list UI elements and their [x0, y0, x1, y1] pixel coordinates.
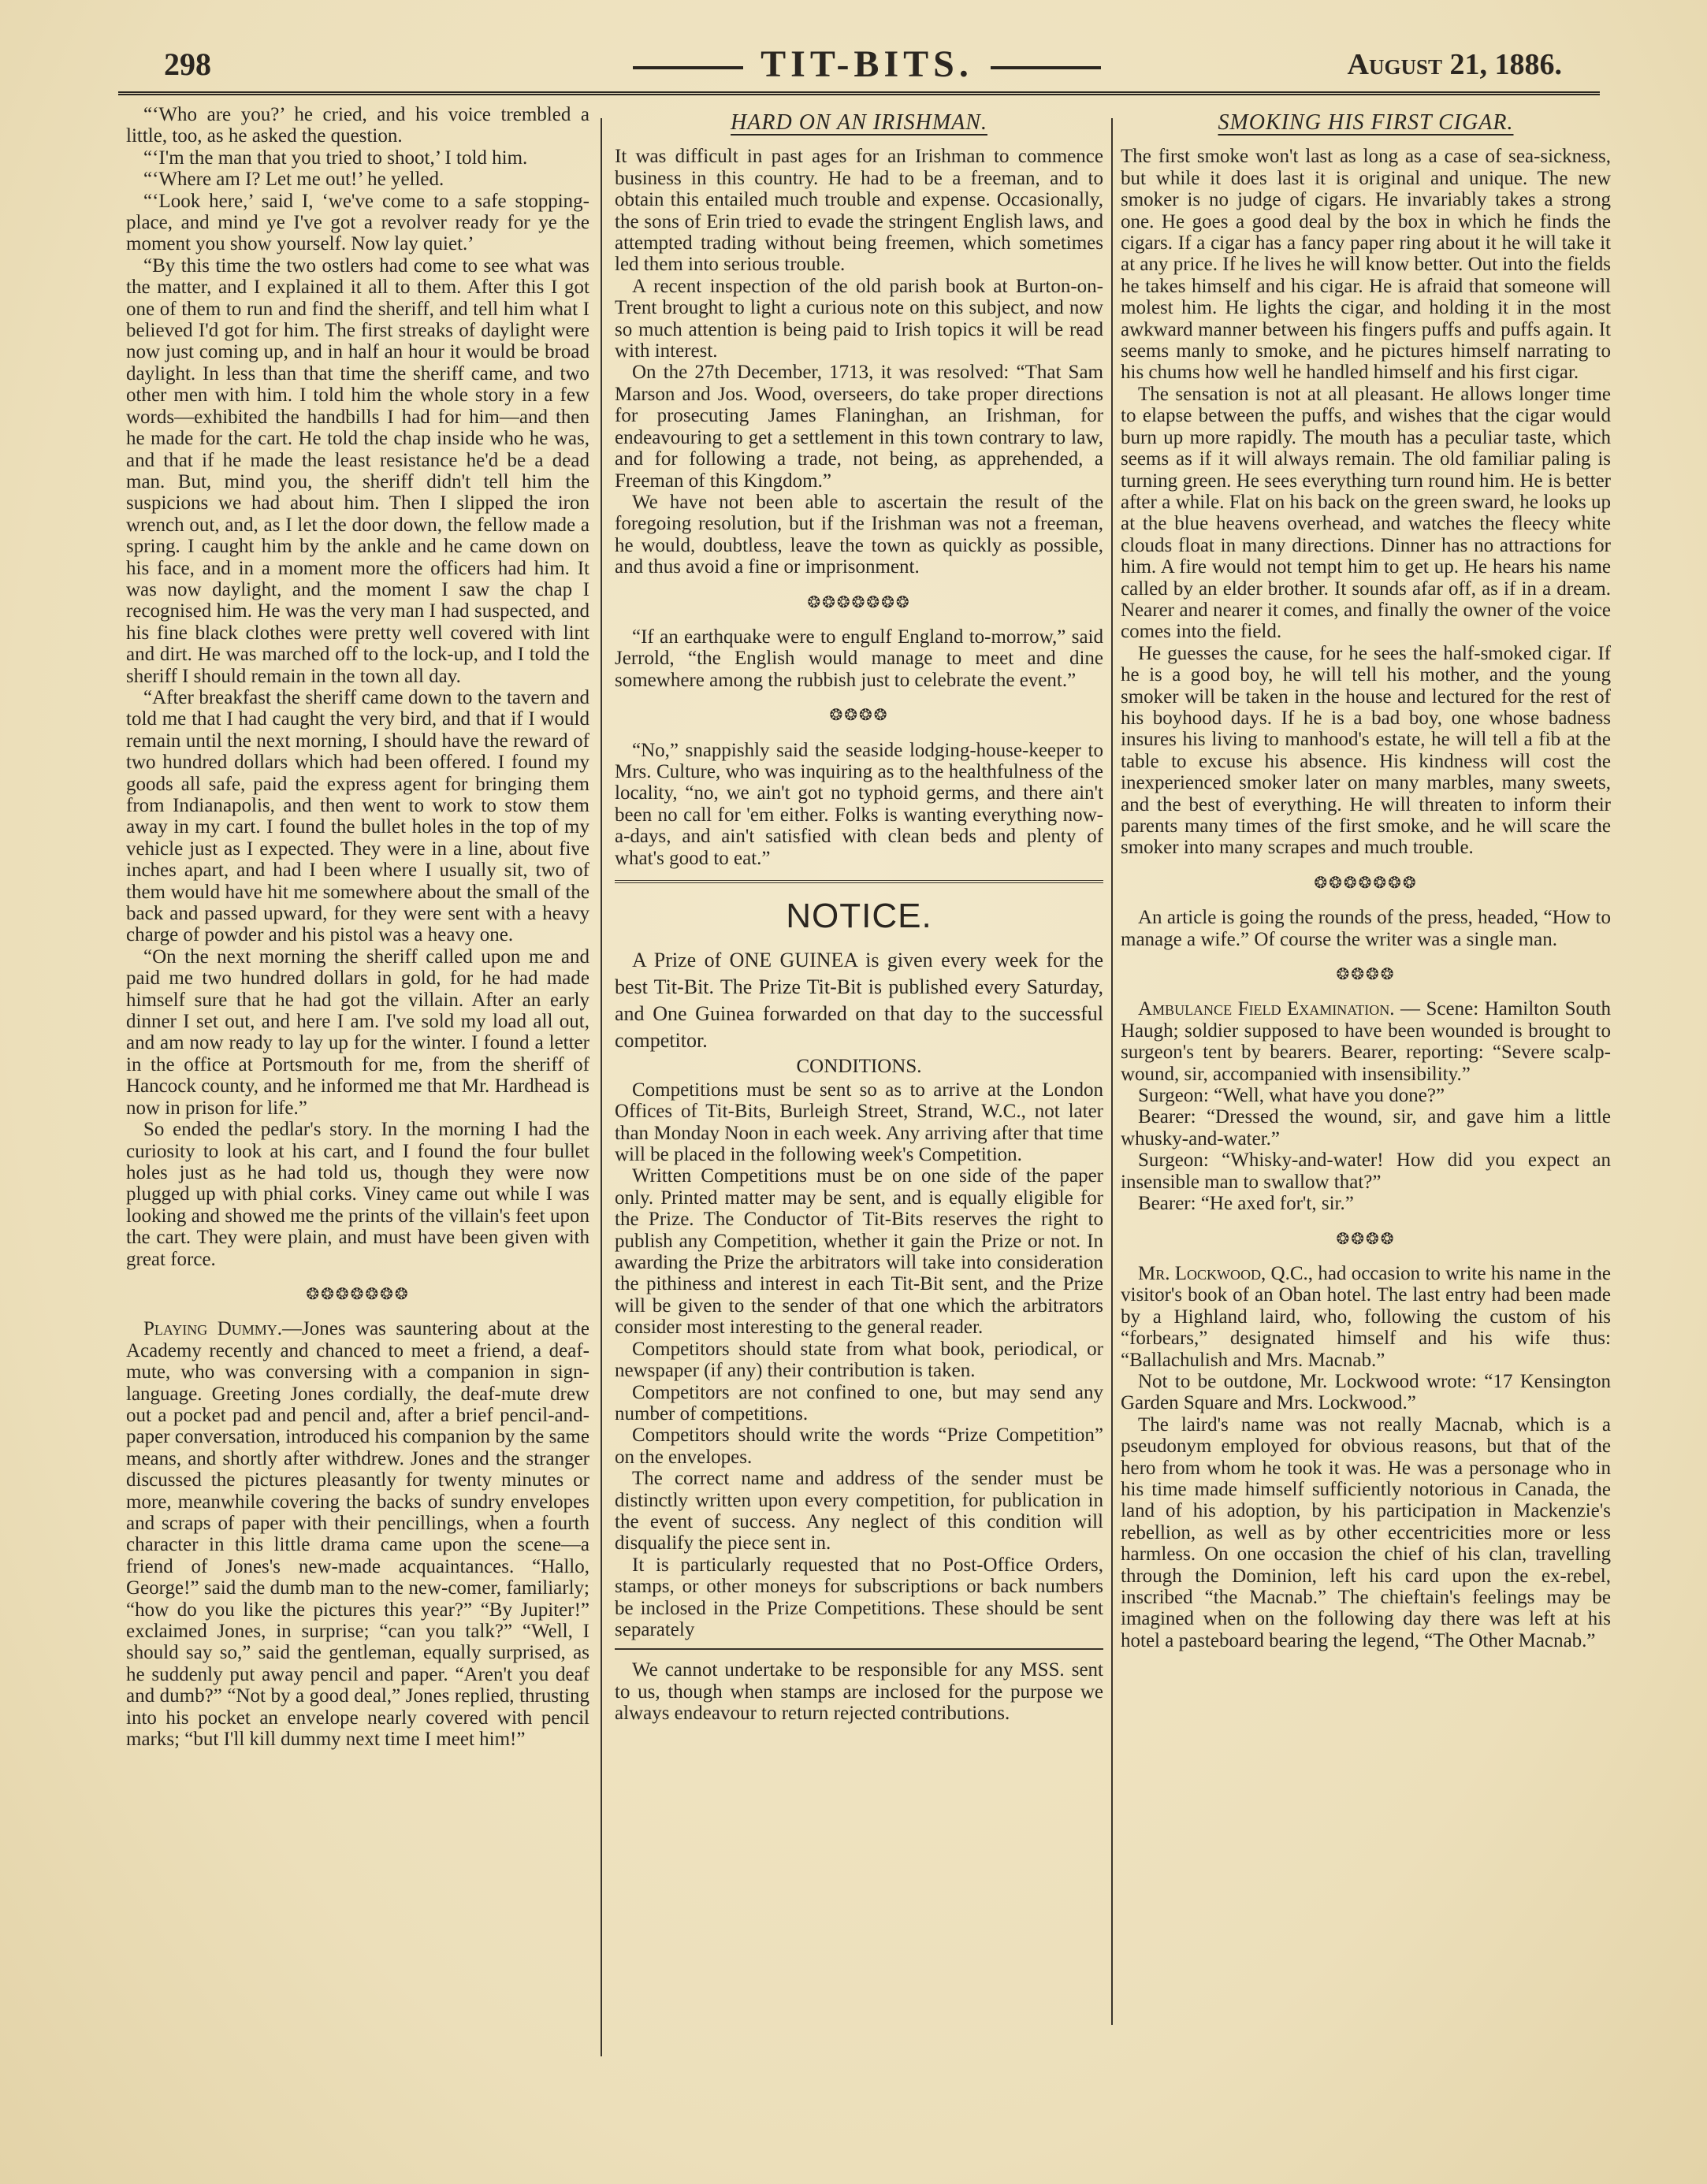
page-header	[150, 41, 1584, 96]
masthead-rule-right	[991, 66, 1101, 69]
column-3	[1121, 104, 1611, 2058]
prize-announcement: A Prize of ONE GUINEA is given every week for the best Tit-Bit. The Prize Tit-Bit is published every Saturday, and One Guinea forwarded on that day to the successful competitor.	[615, 949, 1103, 1053]
item-lead: Ambulance Field Examination.	[1138, 998, 1395, 1020]
paragraph: The sensation is not at all pleasant. He allows longer time to elapse between the puffs, and wishes that the cigar would burn up more rapidly. The mouth has a peculiar taste, which seems as if it will always remain. The old familiar paling is turning green. He sees everything turn round him. He is better after a while. Flat on his back on the green sward, he looks up at the blue heavens overhead, and watches the fleecy white clouds float in many directions. Dinner has no attractions for him. A fire would not tempt him to get up. He hears his name called by an elder brother. It sounds afar off, as if in a dream. Nearer and nearer it comes, and finally the owner of the voice comes into the field.	[1121, 383, 1611, 643]
condition: Competitions must be sent so as to arrive at the London Offices of Tit-Bits, Burleigh Street, Strand, W.C., not later than Monday Noon in each week. Any arriving after that time will be placed in the following week's Competition.	[615, 1079, 1103, 1166]
paragraph: “On the next morning the sheriff called upon me and paid me two hundred dollars in gold, for he had made himself sure that he had got the villain. After an early dinner I set out, and here I am. I've sold my load all out, and am now ready to lay up for the winter. I found a letter in the office at Portsmouth for me, from the sheriff of Hancock county, and he informed me that Mr. Hardhead is now in prison for life.”	[126, 945, 589, 1119]
paragraph: On the 27th December, 1713, it was resolved: “That Sam Marson and Jos. Wood, overseers, do take proper directions for prosecuting James Flaninghan, an Irishman, for endeavouring to get a settlement in this town contrary to law, and for following a trade, not being, as apprehended, a Freeman of this Kingdom.”	[615, 362, 1103, 492]
paragraph: An article is going the rounds of the press, headed, “How to manage a wife.” Of course the writer was a single man.	[1121, 907, 1611, 950]
paragraph	[1121, 998, 1611, 1085]
section-ornament: ❂❂❂❂	[829, 707, 889, 725]
paragraph: “If an earthquake were to engulf England to-morrow,” said Jerrold, “the English would manage to meet and dine somewhere among the rubbish just to celebrate the event.”	[615, 626, 1103, 691]
column-divider-1	[601, 118, 602, 2056]
paragraph: Bearer: “Dressed the wound, sir, and gave him a little whusky-and-water.”	[1121, 1106, 1611, 1150]
section-ornament: ❂❂❂❂	[1336, 1230, 1396, 1248]
section-rule	[615, 880, 1103, 883]
masthead-rule-left	[633, 66, 743, 69]
issue-date: August 21, 1886.	[1347, 48, 1562, 81]
header-rule	[118, 91, 1600, 95]
disclaimer: We cannot undertake to be responsible for any MSS. sent to us, though when stamps are inclosed for the purpose we always endeavour to return rejected contributions.	[615, 1659, 1103, 1725]
item-body: had occasion to write his name in the visitor's book of an Oban hotel. The last entry had been made by a Highland laird, who, following the custom of his “forbears,” designated himself and his wife thus: “Ballachulish and Mrs. Macnab.”	[1121, 1262, 1611, 1371]
paragraph: Surgeon: “Whisky-and-water! How did you expect an insensible man to swallow that?”	[1121, 1150, 1611, 1193]
paragraph: The laird's name was not really Macnab, which is a pseudonym employed for obvious reasons, but that of the hero from whom he took it was. He was a personage who in his time made himself sufficiently notorious in Canada, the land of his adoption, by his participation in Mackenzie's rebellion, as well as by other eccentricities more or less harmless. On one occasion the chief of his clan, travelling through the Dominion, left his card upon the ex-rebel, inscribed “the Macnab.” The chieftain's feelings may be imagined when on the following day there was left at his hotel a pasteboard bearing the legend, “The Other Macnab.”	[1121, 1413, 1611, 1651]
section-ornament: ❂❂❂❂	[1336, 966, 1396, 984]
condition: The correct name and address of the sender must be distinctly written upon every competition, for publication in the event of success. Any neglect of this condition will disqualify the piece sent in.	[615, 1468, 1103, 1554]
column-divider-2	[1111, 118, 1113, 2025]
item-body: —Jones was sauntering about at the Academy recently and chanced to meet a friend, a deaf-mute, who was conversing with a companion in sign-language. Greeting Jones cordially, the deaf-mute drew out a pocket pad and pencil and, after a brief pencil-and-paper conversation, introduced his companion by the same means, and shortly after withdrew. Jones and the stranger discussed the pictures pleasantly for twenty minutes or more, meanwhile covering the backs of sundry envelopes and scraps of paper with their pencillings, when a fourth character in this little drama came upon the scene—a friend of Jones's new-made acquaintances. “Hallo, George!” said the dumb man to the new-comer, familiarly; “how do you like the pictures this year?” “By Jupiter!” exclaimed Jones, in surprise; “can you talk?” “Well, I should say so,” said the gentleman, equally surprised, as he suddenly put away pencil and paper. “Aren't you deaf and dumb?” “Not by a good deal,” Jones replied, thrusting into his pocket an envelope nearly covered with pencil marks; “but I'll kill dummy next time I meet him!”	[126, 1318, 589, 1751]
condition: Written Competitions must be on one side of the paper only. Printed matter may be sent, and is equally eligible for the Prize. The Conductor of Tit-Bits reserves the right to publish any Competition, whether it gain the Prize or not. In awarding the Prize the arbitrators will take into consideration the pithiness and interest in each Tit-Bit sent, and the Prize will be given to the sender of that one which the arbitrators consider most interesting to the general reader.	[615, 1165, 1103, 1339]
condition: Competitors should write the words “Prize Competition” on the envelopes.	[615, 1424, 1103, 1468]
item-lead: Mr. Lockwood, Q.C.,	[1138, 1262, 1314, 1284]
column-1	[126, 104, 589, 2058]
paragraph	[1121, 1263, 1611, 1371]
paragraph: “After breakfast the sheriff came down to the tavern and told me that I had caught the very bird, and that if I would remain until the next morning, I should have the reward of two hundred dollars which had been offered. I found my goods all safe, paid the express agent for bringing them from Indianapolis, and then went to work to stow them away in my cart. I found the bullet holes in the top of my vehicle just as I expected. They were in a line, about five inches apart, and had I been where I usually sit, two of them would have hit me somewhere about the small of the back and passed upward, for they were sent with a heavy charge of powder and his pistol was a heavy one.	[126, 686, 589, 946]
paragraph: Surgeon: “Well, what have you done?”	[1138, 1085, 1445, 1107]
column-2	[615, 104, 1103, 2058]
paragraph: Not to be outdone, Mr. Lockwood wrote: “17 Kensington Garden Square and Mrs. Lockwood.”	[1121, 1370, 1611, 1414]
item-body: — Scene: Hamilton South Haugh; soldier supposed to have been wounded is brought to surgeon's tent by bearers. Bearer, reporting: “Severe scalp-wound, sir, accompanied with insensibility.”	[1121, 998, 1611, 1085]
paragraph: It was difficult in past ages for an Irishman to commence business in this country. He had to be a freeman, and to obtain this entailed much trouble and expense. Occasionally, the sons of Erin tried to evade the stringent English laws, and attempted trading without being freemen, which sometimes led them into serious trouble.	[615, 146, 1103, 276]
paragraph	[126, 1318, 589, 1750]
item-lead: Playing Dummy.	[143, 1318, 283, 1340]
section-ornament: ❂❂❂❂❂❂❂	[306, 1285, 410, 1303]
paragraph: Bearer: “He axed for't, sir.”	[1138, 1193, 1354, 1215]
paragraph: The first smoke won't last as long as a case of sea-sickness, but while it does last it is original and unique. The new smoker is no judge of cigars. He invariably takes a strong one. He goes a good deal by the box in which he finds the cigars. If a cigar has a fancy paper ring about it he will take it at any price. If he lives he will know better. Out into the fields he takes himself and his cigar. He is afraid that someone will molest him. He lights the cigar, and holding it in the most awkward manner between his fingers puffs and puffs again. It seems manly to smoke, and he pictures himself narrating to his chums how well he handled himself and his first cigar.	[1121, 146, 1611, 384]
paragraph: He guesses the cause, for he sees the half-smoked cigar. If he is a good boy, he will tell his mother, and the young smoker will be taken in the house and lectured for the rest of his boyhood days. If he is a bad boy, one whose badness insures his living to manhood's estate, he will tell a fib at the table to excuse his absence. His kindness will cost the inexperienced smoker later on many marbles, many sweets, and the best of everything. He will threaten to inform their parents many times of the first smoke, and he will scare the smoker into many scrapes and much trouble.	[1121, 642, 1611, 859]
section-rule	[615, 1648, 1103, 1650]
paragraph: A recent inspection of the old parish book at Burton-on-Trent brought to light a curious note on this subject, and now so much attention is being paid to Irish topics it will be read with interest.	[615, 275, 1103, 362]
article-headline: SMOKING HIS FIRST CIGAR.	[1218, 110, 1514, 135]
condition: Competitors are not confined to one, but may send any number of competitions.	[615, 1381, 1103, 1424]
section-ornament: ❂❂❂❂❂❂❂	[1314, 874, 1418, 892]
masthead-title: TIT-BITS.	[761, 43, 973, 85]
paragraph: “‘Who are you?’ he cried, and his voice trembled a little, too, as he asked the question.	[126, 104, 589, 147]
conditions-title: CONDITIONS.	[796, 1056, 922, 1078]
paragraph: “‘Look here,’ said I, ‘we've come to a safe stopping-place, and mind ye I've got a revolver ready for ye the moment you show yourself. Now lay quiet.’	[126, 190, 589, 255]
paragraph: “By this time the two ostlers had come to see what was the matter, and I explained it all to them. After this I got one of them to run and find the sheriff, and tell him what I believed I'd got for him. The first streaks of daylight were now just coming up, and in half an hour it would be broad daylight. In less than that time the sheriff came, and two other men with him. I told him the whole story in a few words—exhibited the handbills I had for him—and then he made for the cart. He told the chap inside who he was, and that if he made the least resistance he'd be a dead man. But, mind you, the sheriff didn't tell him the suspicions we had about him. Then I slipped the iron wrench out, and, as I let the door down, the fellow made a spring. I caught him by the ankle and he came down on his face, and in a moment more the officers had him. It was now daylight, and the moment I saw the chap I recognised him. He was the very man I had suspected, and his fine black clothes were pretty well covered with lint and dirt. He was marched off to the lock-up, and I told the sheriff I should remain in the town all day.	[126, 254, 589, 687]
notice-title: NOTICE.	[786, 897, 932, 935]
section-ornament: ❂❂❂❂❂❂❂	[807, 593, 911, 611]
condition: Competitors should state from what book, periodical, or newspaper (if any) their contribution is taken.	[615, 1338, 1103, 1382]
paragraph: “‘Where am I? Let me out!’ he yelled.	[143, 169, 444, 191]
article-headline: HARD ON AN IRISHMAN.	[731, 110, 987, 135]
paragraph: We have not been able to ascertain the result of the foregoing resolution, but if the Irishman was not a freeman, he would, doubtless, leave the town as quickly as possible, and thus avoid a fine or imprisonment.	[615, 491, 1103, 578]
condition: It is particularly requested that no Post-Office Orders, stamps, or other moneys for subscriptions or back numbers be inclosed in the Prize Competitions. These should be sent separately	[615, 1554, 1103, 1640]
paragraph: “‘I'm the man that you tried to shoot,’ I told him.	[143, 147, 528, 169]
paragraph: So ended the pedlar's story. In the morning I had the curiosity to look at his cart, and I found the four bullet holes just as he had told us, though they were now plugged up with phial corks. Viney came out while I was looking and showed me the prints of the villain's feet upon the cart. They were plain, and must have been given with great force.	[126, 1119, 589, 1270]
paragraph: “No,” snappishly said the seaside lodging-house-keeper to Mrs. Culture, who was inquiring as to the healthfulness of the locality, “no, we ain't got no typhoid germs, and there ain't been no call for 'em either. Folks is wanting everything now-a-days, and ain't satisfied with clean beds and plenty of what's good to eat.”	[615, 739, 1103, 869]
page-number: 298	[164, 46, 211, 82]
